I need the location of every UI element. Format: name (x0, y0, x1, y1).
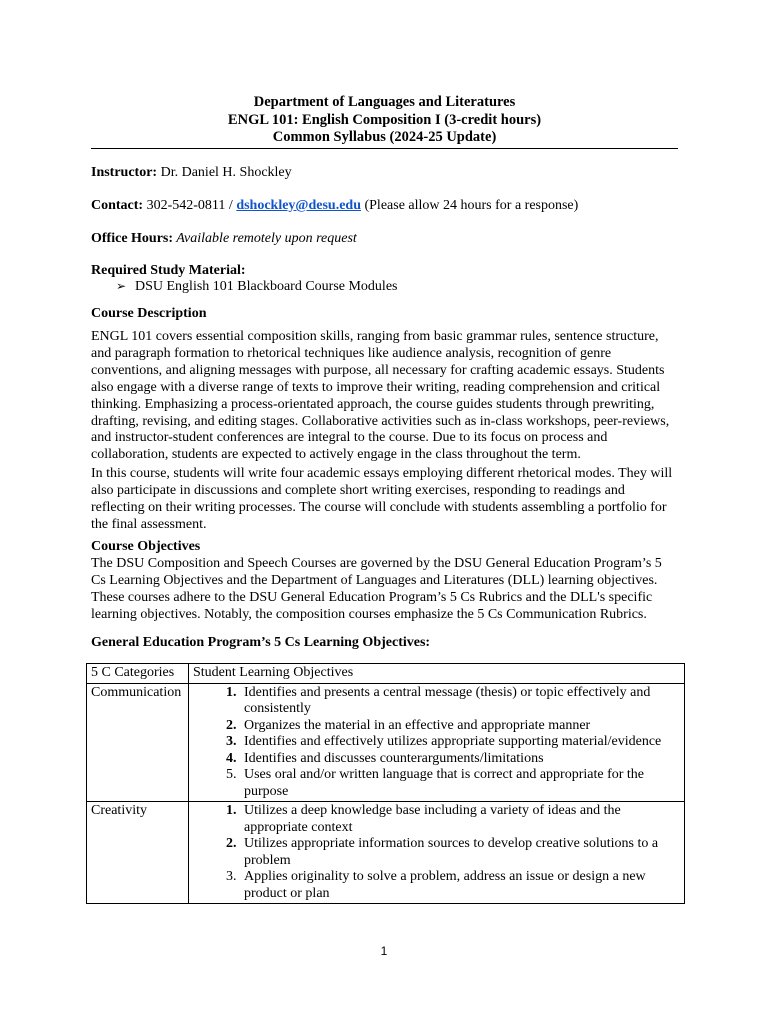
page-number: 1 (380, 944, 388, 958)
list-item: 4. Identifies and discusses counterarguments/limitations (240, 751, 680, 768)
study-material-heading: Required Study Material: (91, 263, 246, 278)
course-objectives-paragraph: The DSU Composition and Speech Courses are governed by the DSU General Education Program’s 5 Cs Learning Objectives and the Department of Languages and Literatures (DLL) learning objectives. These courses adhere to the DSU General Education Program’s 5 Cs Rubrics and the DLL's specific learning objectives. Notably, the composition courses emphasize the 5 Cs Communication Rubrics. (91, 556, 662, 622)
list-item: 5. Uses oral and/or written language that is correct and appropriate for the purpose (240, 767, 680, 800)
list-item: 1. Identifies and presents a central message (thesis) or topic effectively and consistently (240, 685, 680, 718)
contact-phone: 302-542-0811 / (143, 198, 237, 213)
header-divider (91, 148, 678, 149)
objectives-list (193, 685, 680, 801)
table-row (87, 683, 685, 802)
objectives-table (86, 663, 685, 904)
table-header-row (87, 664, 685, 684)
contact-note: (Please allow 24 hours for a response) (360, 198, 579, 213)
study-material-item (116, 279, 397, 295)
department-title: Department of Languages and Literatures (253, 94, 516, 110)
list-item: 3. Applies originality to solve a problem, address an issue or design a new product or plan (240, 869, 680, 902)
study-material-text: DSU English 101 Blackboard Course Modules (135, 279, 398, 294)
course-description-paragraph-1: ENGL 101 covers essential composition skills, ranging from basic grammar rules, sentence structure, and paragraph formation to rhetorical techniques like audience analysis, recognition of genre conventions, and aligning messages with purpose, all necessary for crafting academic essays. Students also engage with a diverse range of texts to improve their writing, reading comprehension and critical thinking. Emphasizing a process-orientated approach, the course guides students through prewriting, drafting, revising, and editing stages. Collaborative activities such as in-class workshops, peer-reviews, and instructor-student conferences are integral to the course. Due to its focus on process and collaboration, students are expected to actively engage in the class throughout the term. (91, 329, 670, 463)
category-cell: Creativity (87, 802, 189, 904)
course-description-heading: Course Description (91, 306, 207, 321)
email-link[interactable]: dshockley@desu.edu (236, 198, 361, 213)
objectives-list (193, 803, 680, 902)
table-header-category: 5 C Categories (87, 664, 189, 684)
category-cell: Communication (87, 683, 189, 802)
office-hours-line (91, 231, 357, 247)
contact-line (91, 198, 578, 214)
table-row (87, 802, 685, 904)
course-description-paragraph-2: In this course, students will write four academic essays employing different rhetorical modes. They will also participate in discussions and complete short writing exercises, responding to readings and reflecting on their writing processes. The course will conclude with students assembling a portfolio for the final assessment. (91, 466, 673, 532)
arrow-bullet-icon: ➢ (116, 279, 127, 293)
instructor-line (91, 165, 292, 181)
list-item: 1. Utilizes a deep knowledge base including a variety of ideas and the appropriate context (240, 803, 680, 836)
objectives-cell (189, 683, 685, 802)
office-hours-value: Available remotely upon request (173, 231, 357, 246)
list-item: 2. Utilizes appropriate information sources to develop creative solutions to a problem (240, 836, 680, 869)
contact-label: Contact: (91, 198, 144, 213)
syllabus-header (91, 94, 678, 147)
objectives-cell (189, 802, 685, 904)
office-hours-label: Office Hours: (91, 231, 174, 246)
instructor-label: Instructor: (91, 165, 158, 180)
course-objectives-heading: Course Objectives (91, 539, 201, 554)
syllabus-subtitle: Common Syllabus (2024-25 Update) (272, 129, 497, 145)
course-title: ENGL 101: English Composition I (3-credit hours) (227, 111, 542, 128)
list-item: 3. Identifies and effectively utilizes appropriate supporting material/evidence (240, 734, 680, 751)
table-header-objectives: Student Learning Objectives (189, 664, 685, 684)
gen-ed-objectives-heading: General Education Program’s 5 Cs Learning Objectives: (91, 635, 431, 650)
instructor-name: Dr. Daniel H. Shockley (157, 165, 292, 180)
list-item: 2. Organizes the material in an effective and appropriate manner (240, 718, 680, 735)
